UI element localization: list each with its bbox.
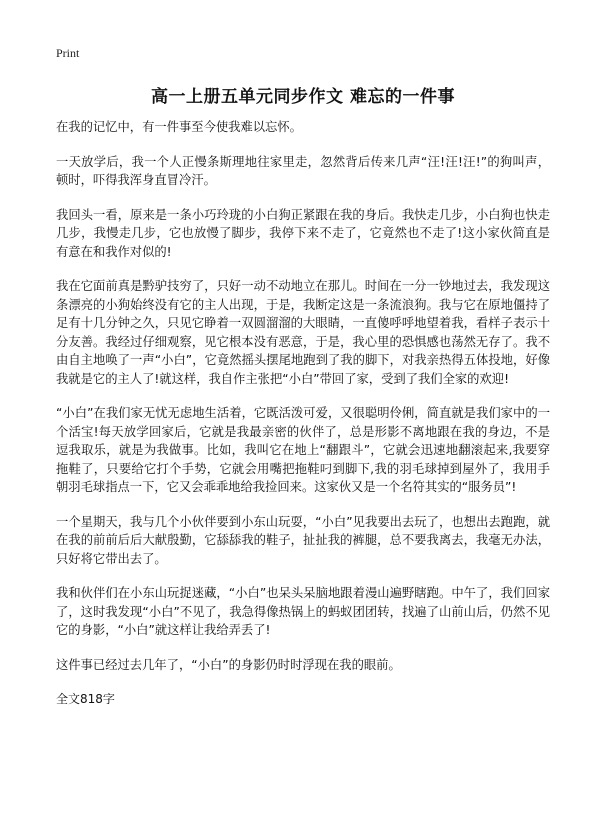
paragraph-2: 一天放学后，我一个人正慢条斯理地往家里走，忽然背后传来几声“汪!汪!汪!”的狗叫声，顿时，吓得我浑身直冒冷汗。 — [56, 154, 550, 187]
word-count: 全文818字 — [56, 692, 115, 706]
paragraph-5: “小白”在我们家无忧无虑地生活着，它既活泼可爱，又很聪明伶俐，简直就是我们家中的一个活宝!每天放学回家后，它就是我最亲密的伙伴了，总是形影不离地跟在我的身边，不是逗我取乐，就是为我做事。比如，我叫它在地上“翻跟斗”，它就会迅速地翻滚起来,我要穿拖鞋了，只要给它打个手势，它就会用嘴把拖鞋叼到脚下,我的羽毛球掉到屋外了，我用手朝羽毛球指点一下，它又会乖乖地给我捡回来。这家伙又是一个名符其实的“服务员”! — [56, 406, 550, 494]
paragraph-4: 我在它面前真是黔驴技穷了，只好一动不动地立在那儿。时间在一分一钞地过去，我发现这条漂亮的小狗始终没有它的主人出现，于是，我断定这是一条流浪狗。我与它在原地僵持了足有十几分钟之久，只见它睁着一双圆溜溜的大眼睛，一直傻呼呼地望着我，看样子表示十分友善。我经过仔细观察，见它根本没有恶意，于是，我心里的恐惧感也荡然无存了。我不由自主地唤了一声“小白”，它竟然摇头摆尾地跑到了我的脚下，对我亲热得五体投地，好像我就是它的主人了!就这样，我自作主张把“小白”带回了家，受到了我们全家的欢迎! — [56, 279, 550, 386]
paragraph-1: 在我的记忆中，有一件事至今使我难以忘怀。 — [56, 120, 302, 134]
paragraph-7: 我和伙伴们在小东山玩捉迷藏，“小白”也呆头呆脑地跟着漫山遍野瞎跑。中午了，我们回家了，这时我发现“小白”不见了，我急得像热锅上的蚂蚁团团转，找遍了山前山后，仍然不见它的身影，“小白”就这样让我给弄丢了! — [56, 586, 550, 637]
paragraph-8: 这件事已经过去几年了，“小白”的身影仍时时浮现在我的眼前。 — [56, 657, 401, 672]
article-body — [56, 118, 550, 707]
paragraph-3: 我回头一看，原来是一条小巧玲珑的小白狗正紧跟在我的身后。我快走几步，小白狗也快走几步，我慢走几步，它也放慢了脚步，我停下来不走了，它竟然也不走了!这小家伙简直是有意在和我作对似的! — [56, 207, 550, 259]
print-link[interactable]: Print — [56, 46, 80, 60]
article-title: 高一上册五单元同步作文 难忘的一件事 — [151, 87, 455, 107]
paragraph-6: 一个星期天，我与几个小伙伴要到小东山玩耍，“小白”见我要出去玩了，也想出去跑跑，就在我的前前后后大献殷勤，它舔舔我的鞋子，扯扯我的裤腿，总不要我离去，我毫无办法，只好将它带出去了。 — [56, 514, 550, 566]
